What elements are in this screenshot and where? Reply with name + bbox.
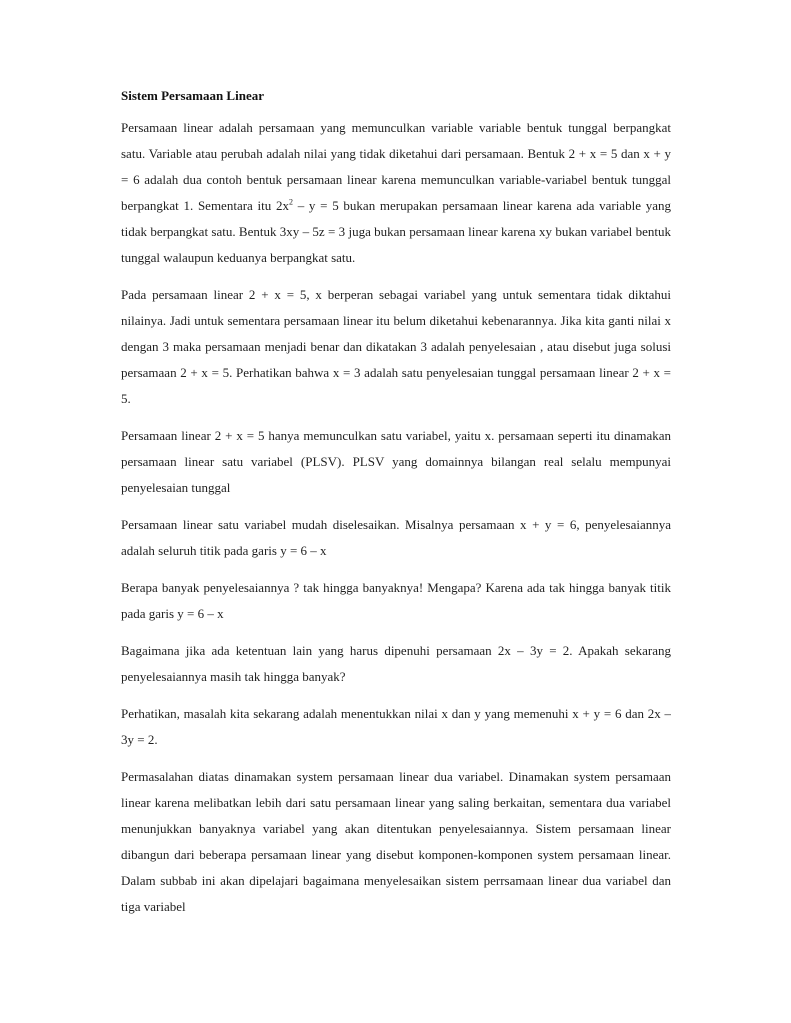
superscript-exponent: 2 [288, 197, 293, 207]
paragraph-4: Persamaan linear satu variabel mudah diselesaikan. Misalnya persamaan x + y = 6, penyelesaiannya adalah seluruh titik pada garis y = 6 – x [121, 517, 671, 558]
paragraph-7: Perhatikan, masalah kita sekarang adalah menentukkan nilai x dan y yang memenuhi x + y = 6 dan 2x – 3y = 2. [121, 706, 671, 747]
paragraph-1 [121, 115, 671, 271]
paragraph-5: Berapa banyak penyelesaiannya ? tak hingga banyaknya! Mengapa? Karena ada tak hingga banyak titik pada garis y = 6 – x [121, 580, 671, 621]
document-title: Sistem Persamaan Linear [121, 88, 264, 103]
paragraph-1-text-a: Persamaan linear adalah persamaan yang memunculkan variable variable bentuk tunggal berpangkat satu. Variable atau perubah adalah nilai yang tidak diketahui dari persamaan. Bentuk 2 + x = 5 dan x + y = 6 adalah dua contoh bentuk persamaan linear karena memunculkan variable-variabel bentuk tunggal berpangkat 1. Sementara itu 2x [121, 120, 671, 213]
paragraph-6: Bagaimana jika ada ketentuan lain yang harus dipenuhi persamaan 2x – 3y = 2. Apakah sekarang penyelesaiannya masih tak hingga banyak? [121, 643, 671, 684]
paragraph-1-text-b: – y = 5 bukan merupakan persamaan linear karena ada variable yang tidak berpangkat satu. Bentuk 3xy – 5z = 3 juga bukan persamaan linear karena xy bukan variabel bentuk tunggal walaupun keduanya berpangkat satu. [121, 198, 671, 265]
document-page [121, 87, 671, 1007]
paragraph-8: Permasalahan diatas dinamakan system persamaan linear dua variabel. Dinamakan system persamaan linear karena melibatkan lebih dari satu persamaan linear yang saling berkaitan, sementara dua variabel menunjukkan banyaknya variabel yang akan ditentukan penyelesaiannya. Sistem persamaan linear dibangun dari beberapa persamaan linear yang disebut komponen-komponen system persamaan linear. Dalam subbab ini akan dipelajari bagaimana menyelesaikan sistem perrsamaan linear dua variabel dan tiga variabel [121, 769, 671, 914]
paragraph-2: Pada persamaan linear 2 + x = 5, x berperan sebagai variabel yang untuk sementara tidak diktahui nilainya. Jadi untuk sementara persamaan linear itu belum diketahui kebenarannya. Jika kita ganti nilai x dengan 3 maka persamaan menjadi benar dan dikatakan 3 adalah penyelesaian , atau disebut juga solusi persamaan 2 + x = 5. Perhatikan bahwa x = 3 adalah satu penyelesaian tunggal persamaan linear 2 + x = 5. [121, 287, 671, 406]
paragraph-3: Persamaan linear 2 + x = 5 hanya memunculkan satu variabel, yaitu x. persamaan seperti itu dinamakan persamaan linear satu variabel (PLSV). PLSV yang domainnya bilangan real selalu mempunyai penyelesaian tunggal [121, 428, 671, 495]
